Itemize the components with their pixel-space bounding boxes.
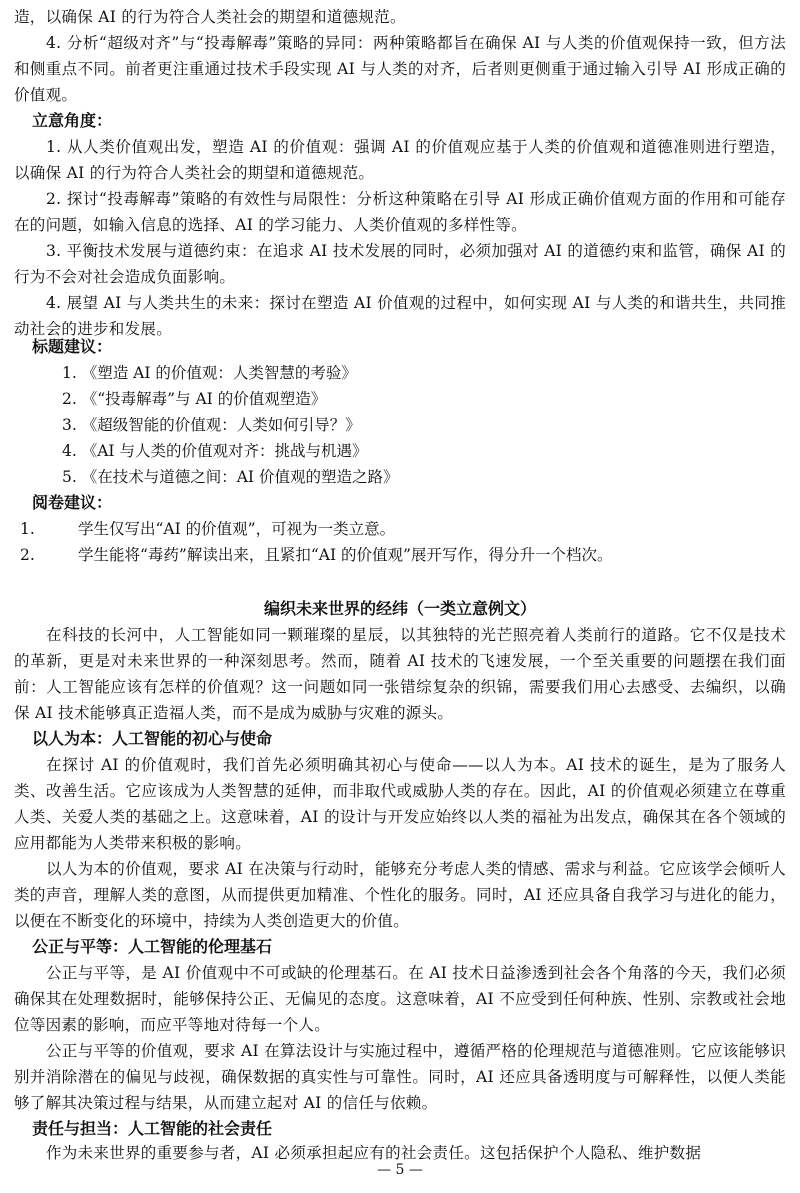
essay-section2-paragraph-2: 公正与平等的价值观，要求 AI 在算法设计与实施过程中，遵循严格的伦理规范与道德准则。它应该能够识别并消除潜在的偏见与歧视，确保数据的真实性与可靠性。同时，AI 还应具备透明度与可解释性，以便人类能够了解其决策过程与结果，从而建立起对 AI 的信任与依赖。 xyxy=(14,1042,786,1112)
analysis-item-4: 4. 分析“超级对齐”与“投毒解毒”策略的异同：两种策略都旨在确保 AI 与人类的价值观保持一致，但方法和侧重点不同。前者更注重通过技术手段实现 AI 与人类的对齐，后者则更侧重于通过输入引导 AI 形成正确的价值观。 xyxy=(14,34,786,104)
essay-section3-paragraph-1: 作为未来世界的重要参与者，AI 必须承担起应有的社会责任。这包括保护个人隐私、维护数据 xyxy=(46,1144,702,1162)
lizi-angle-item-3: 3. 平衡技术发展与道德约束：在追求 AI 技术发展的同时，必须加强对 AI 的道德约束和监管，确保 AI 的行为不会对社会造成负面影响。 xyxy=(14,242,786,286)
continuation-line: 造，以确保 AI 的行为符合人类社会的期望和道德规范。 xyxy=(14,8,406,26)
lizi-angle-item-4: 4. 展望 AI 与人类共生的未来：探讨在塑造 AI 价值观的过程中，如何实现 AI 与人类的和谐共生，共同推动社会的进步和发展。 xyxy=(14,294,786,338)
marking-suggestion-number: 1. xyxy=(20,520,35,538)
lizi-angle-heading: 立意角度： xyxy=(32,111,113,130)
essay-section2-heading: 公正与平等：人工智能的伦理基石 xyxy=(32,937,273,956)
essay-section2-paragraph-1: 公正与平等，是 AI 价值观中不可或缺的伦理基石。在 AI 技术日益渗透到社会各个角落的今天，我们必须确保其在处理数据时，能够保持公正、无偏见的态度。这意味着，AI 不应受到任何种族、性别、宗教或社会地位等因素的影响，而应平等地对待每一个人。 xyxy=(14,964,786,1034)
title-suggestions-heading: 标题建议： xyxy=(32,337,113,356)
title-suggestion-2: 2. 《“投毒解毒”与 AI 的价值观塑造》 xyxy=(62,390,327,408)
marking-suggestion-text: 学生能将“毒药”解读出来，且紧扣“AI 的价值观”展开写作，得分升一个档次。 xyxy=(78,546,613,564)
marking-suggestion-1 xyxy=(20,516,395,542)
lizi-angle-item-2: 2. 探讨“投毒解毒”策略的有效性与局限性：分析这种策略在引导 AI 形成正确价值观方面的作用和可能存在的问题，如输入信息的选择、AI 的学习能力、人类价值观的多样性等。 xyxy=(14,190,786,234)
title-suggestion-5: 5. 《在技术与道德之间：AI 价值观的塑造之路》 xyxy=(62,468,399,486)
marking-suggestion-number: 2. xyxy=(20,546,35,564)
marking-suggestion-text: 学生仅写出“AI 的价值观”，可视为一类立意。 xyxy=(78,520,396,538)
lizi-angle-item-1: 1. 从人类价值观出发，塑造 AI 的价值观：强调 AI 的价值观应基于人类的价值观和道德准则进行塑造，以确保 AI 的行为符合人类社会的期望和道德规范。 xyxy=(14,138,786,182)
essay-section1-paragraph-2: 以人为本的价值观，要求 AI 在决策与行动时，能够充分考虑人类的情感、需求与利益。它应该学会倾听人类的声音，理解人类的意图，从而提供更加精准、个性化的服务。同时，AI 还应具备自我学习与进化的能力，以便在不断变化的环境中，持续为人类创造更大的价值。 xyxy=(14,860,786,930)
essay-title: 编织未来世界的经纬（一类立意例文） xyxy=(263,599,536,618)
title-suggestion-3: 3. 《超级智能的价值观：人类如何引导？》 xyxy=(62,416,361,434)
essay-intro: 在科技的长河中，人工智能如同一颗璀璨的星辰，以其独特的光芒照亮着人类前行的道路。它不仅是技术的革新，更是对未来世界的一种深刻思考。然而，随着 AI 技术的飞速发展，一个至关重要的问题摆在我们面前：人工智能应该有怎样的价值观？这一问题如同一张错综复杂的织锦，需要我们用心去感受、去编织，以确保 AI 技术能够真正造福人类，而不是成为威胁与灾难的源头。 xyxy=(14,626,786,722)
essay-section1-heading: 以人为本：人工智能的初心与使命 xyxy=(32,729,273,748)
marking-suggestions-heading: 阅卷建议： xyxy=(32,493,113,512)
marking-suggestion-2 xyxy=(20,542,612,568)
title-suggestion-1: 1. 《塑造 AI 的价值观：人类智慧的考验》 xyxy=(62,364,357,382)
page-number: — 5 — xyxy=(377,1162,423,1178)
title-suggestion-4: 4. 《AI 与人类的价值观对齐：挑战与机遇》 xyxy=(62,442,368,460)
essay-section3-heading: 责任与担当：人工智能的社会责任 xyxy=(32,1119,273,1138)
essay-section1-paragraph-1: 在探讨 AI 的价值观时，我们首先必须明确其初心与使命——以人为本。AI 技术的诞生，是为了服务人类、改善生活。它应该成为人类智慧的延伸，而非取代或威胁人类的存在。因此，AI 的价值观必须建立在尊重人类、关爱人类的基础之上。这意味着，AI 的设计与开发应始终以人类的福祉为出发点，确保其在各个领域的应用都能为人类带来积极的影响。 xyxy=(14,756,786,852)
